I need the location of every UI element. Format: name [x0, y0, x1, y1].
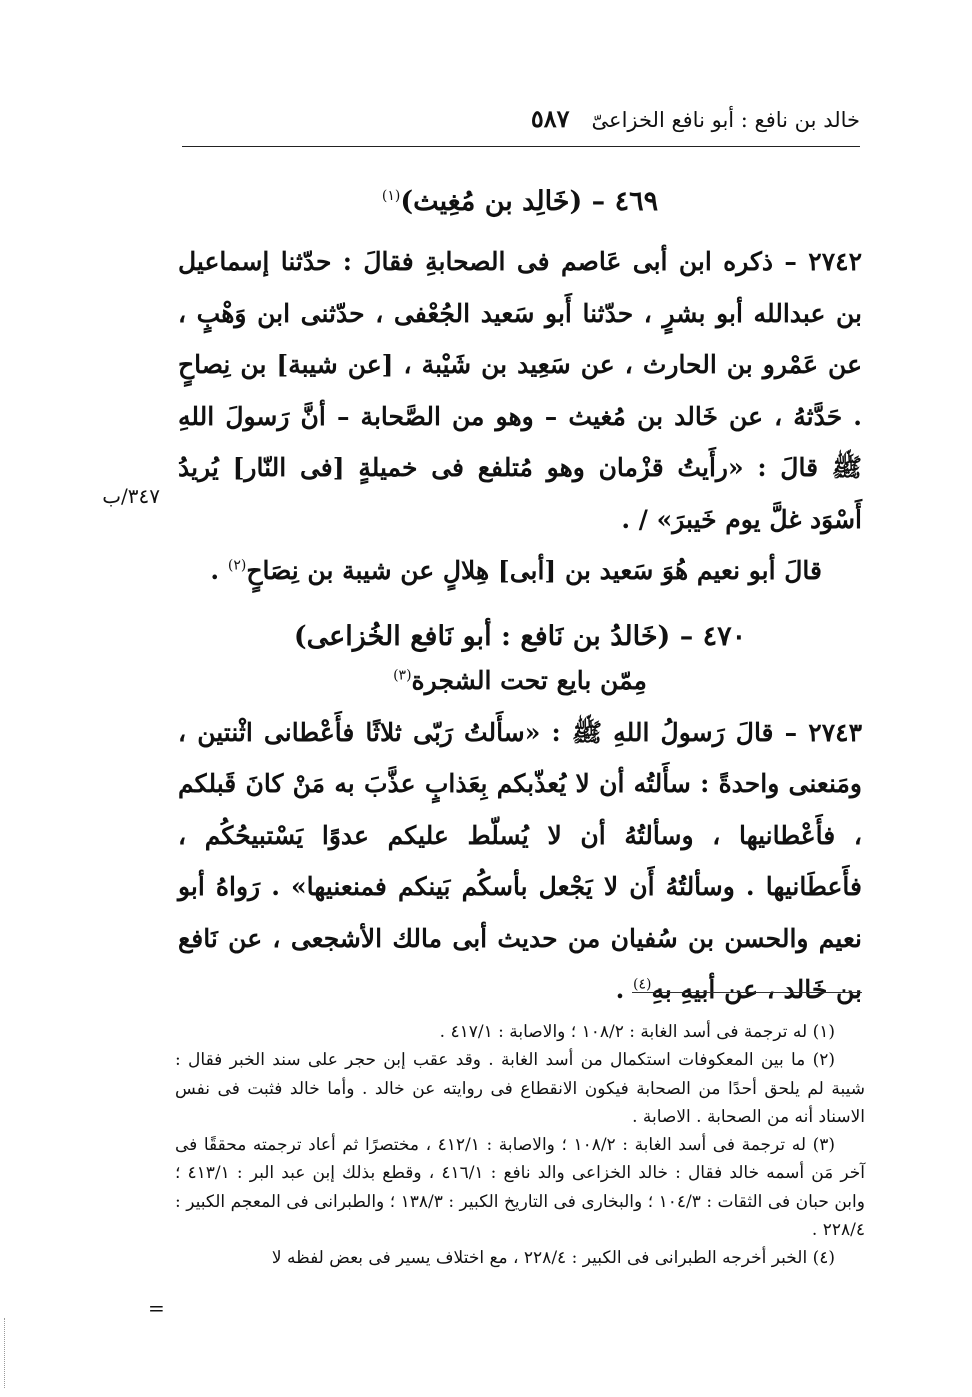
entry-title-text: ٤٧٠ – (خَالدُ بن نَافع : أبو نَافع الخُزاعى): [293, 620, 747, 652]
paragraph-abu-nuaym: [178, 545, 862, 597]
main-text: [178, 180, 862, 1016]
footnote-4: (٤) الخبر أخرجه الطبرانى فى الكبير : ٢٢٨/٤ ، مع اختلاف يسير فى بعض لفظه لا: [271, 1248, 835, 1269]
entry-subtitle-text: مِمّن بايع تحت الشجرة: [411, 665, 647, 695]
footnote-ref: (١): [381, 188, 401, 204]
page-header: [180, 104, 860, 140]
entry-subtitle: [178, 659, 862, 707]
header-rule: [182, 146, 860, 147]
footnote-ref: (٢): [227, 557, 247, 574]
paragraph-tail: .: [210, 556, 228, 585]
footnote-1: (١) له ترجمة فى أسد الغابة : ١٠٨/٢ ؛ والاصابة : ٤١٧/١ .: [439, 1022, 835, 1042]
page-number: ٥٨٧: [530, 104, 570, 133]
continuation-mark: =: [148, 1296, 165, 1320]
paragraph-text: ٢٧٤٣ – قالَ رَسولُ اللهِ ﷺ : «سأَلتُ رَبّى ثلاثًا فأَعْطانى اثْنتين ، ومَنعنى واحدةً : سأَلتُه أن لا يُعذّبكم بِعَذابٍ عذَّبَ به مَنْ كانَ قَبلكم ، فأَعْطانيها ، وسألتُهُ أن لا يُسلّط عليكم عدوًا يَسْتبيحُكُم ، فأَعطَانيها . وسألتُهُ أَن لا يَجْعل بأسكُم بَينكم فمنعنيها» . رَواهُ أبو نعيم والحسن بن سُفيان من حديث أبى مالك الأشجعى ، عن نَافع بن خَالد ، عن أبيهِ بهِ: [178, 717, 862, 1004]
footnote-3: (٣) له ترجمة فى أسد الغابة : ١٠٨/٢ ؛ والاصابة : ٤١٢/١ ، مختصرًا ثم أعاد ترجمته محققًا فى آخر مَن أسمه خالد فقال : خالد الخزاعى والد نافع : ٤١٦/١ ، وقطع بذلك إبن عبد البر : ٤١٣/١ ؛ وابن حبان فى الثقات : ١٠٤/٣ ؛ والبخارى فى التاريخ الكبير : ١٣٨/٣ ؛ والطبرانى فى المعجم الكبير : ٢٢٨/٤ .: [175, 1135, 865, 1241]
footnotes: [175, 1018, 865, 1273]
footnote-ref: (٤): [632, 976, 652, 993]
running-title: خالد بن نافع : أبو نافع الخزاعىّ: [591, 108, 860, 132]
footnote-2: (٢) ما بين المعكوفات استكمال من أسد الغابة . وقد عقب إبن حجر على سند الخبر فقال : شيبة لم يلحق أحدًا من الصحابة فيكون الانقطاع فى روايته عن خالد . وأما خالد فثبت فى نفس الاسناد أنه من الصحابة . الاصابة .: [175, 1050, 865, 1127]
entry-title-text: ٤٦٩ – (خَالِد بن مُغِيث): [400, 186, 659, 217]
paragraph-text: قالَ أبو نعيم هُوَ سَعيد بن [أبى] هِلالٍ عن شيبة بن نِصَاحٍ: [246, 556, 822, 585]
entry-title-469: [178, 180, 862, 236]
paragraph-2743: [178, 707, 862, 1016]
footnote-ref: (٣): [393, 667, 412, 684]
paragraph-2742: [178, 236, 862, 545]
margin-folio-note: ٣٤٧/ب: [102, 484, 160, 508]
paragraph-text: ٢٧٤٢ – ذكره ابن أبى عَاصم فى الصحابةِ فقالَ : حدّثنا إسماعيل بن عبدالله أبو بشرٍ ، حدّثنا أَبو سَعيد الجُعْفى ، حدّثنى ابن وَهْبٍ ، عن عَمْرو بن الحارث ، عن سَعِيد بن شَيْبة ، [عن شيبة] بن نِصاحٍ . حَدَّثهُ ، عن خَالد بن مُغيث – وهو من الصَّحابة – أنَّ رَسولَ اللهِ ﷺ قالَ : «رأَيتُ قزْمان وهو مُتلفع فى خميلةٍ [فى النّار] يُريدُ أَسْوَد غلَّ يوم خَيبرَ» / .: [178, 247, 862, 534]
paragraph-tail: .: [615, 975, 633, 1004]
scan-edge-marks: [4, 1318, 11, 1388]
footnote-rule: [632, 992, 862, 993]
entry-title-470: [178, 615, 862, 659]
